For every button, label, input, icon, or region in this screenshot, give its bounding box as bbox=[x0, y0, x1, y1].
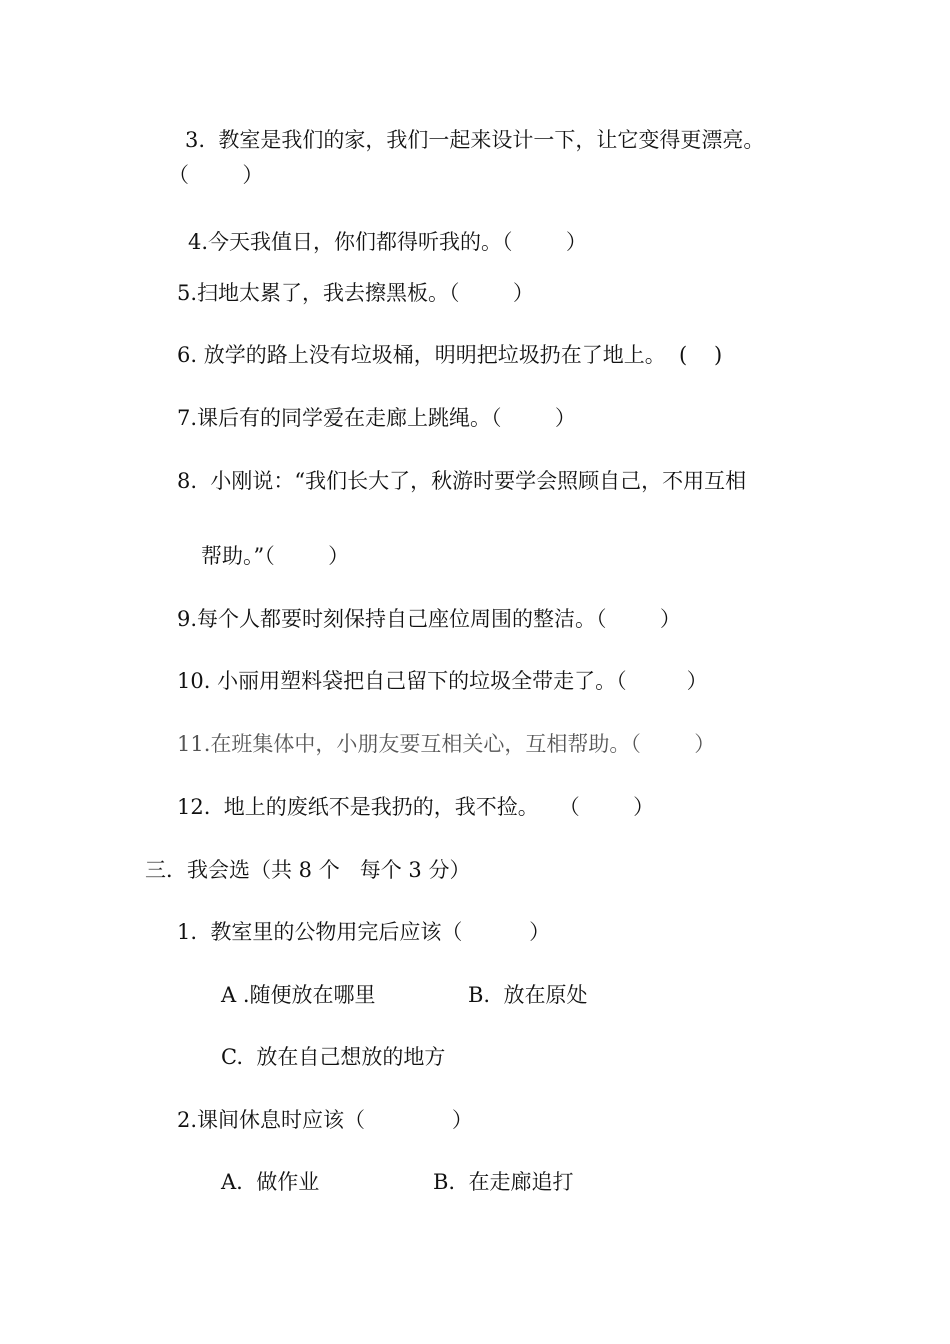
choice-2-option-b: B. 在走廊追打 bbox=[433, 1170, 574, 1194]
question-11: 11.在班集体中，小朋友要互相关心，互相帮助。（ ） bbox=[177, 732, 716, 756]
choice-question-2: 2.课间休息时应该（ ） bbox=[177, 1108, 473, 1132]
section-3-heading: 三．我会选（共 8 个 每个 3 分） bbox=[145, 858, 471, 882]
question-4: 4.今天我值日，你们都得听我的。（ ） bbox=[188, 230, 587, 254]
question-7: 7.课后有的同学爱在走廊上跳绳。（ ） bbox=[177, 406, 576, 430]
question-8-continued: 帮助。”（ ） bbox=[201, 544, 350, 568]
choice-1-option-a: A .随便放在哪里 bbox=[221, 983, 376, 1007]
choice-question-1: 1. 教室里的公物用完后应该（ ） bbox=[177, 920, 551, 944]
choice-2-option-a: A. 做作业 bbox=[221, 1170, 320, 1194]
question-5: 5.扫地太累了，我去擦黑板。（ ） bbox=[177, 281, 534, 305]
question-12: 12. 地上的废纸不是我扔的，我不捡。 （ ） bbox=[177, 795, 655, 819]
choice-1-option-b: B. 放在原处 bbox=[468, 983, 588, 1007]
question-10: 10. 小丽用塑料袋把自己留下的垃圾全带走了。（ ） bbox=[177, 669, 708, 693]
question-8: 8. 小刚说：“我们长大了，秋游时要学会照顾自己，不用互相 bbox=[177, 469, 747, 493]
question-3-answer-blank: （ ） bbox=[168, 163, 264, 187]
question-3: 3. 教室是我们的家，我们一起来设计一下，让它变得更漂亮。 bbox=[185, 128, 765, 152]
question-6: 6. 放学的路上没有垃圾桶，明明把垃圾扔在了地上。 ( ) bbox=[177, 343, 723, 367]
question-9: 9.每个人都要时刻保持自己座位周围的整洁。（ ） bbox=[177, 607, 681, 631]
choice-1-option-c: C. 放在自己想放的地方 bbox=[221, 1045, 446, 1069]
